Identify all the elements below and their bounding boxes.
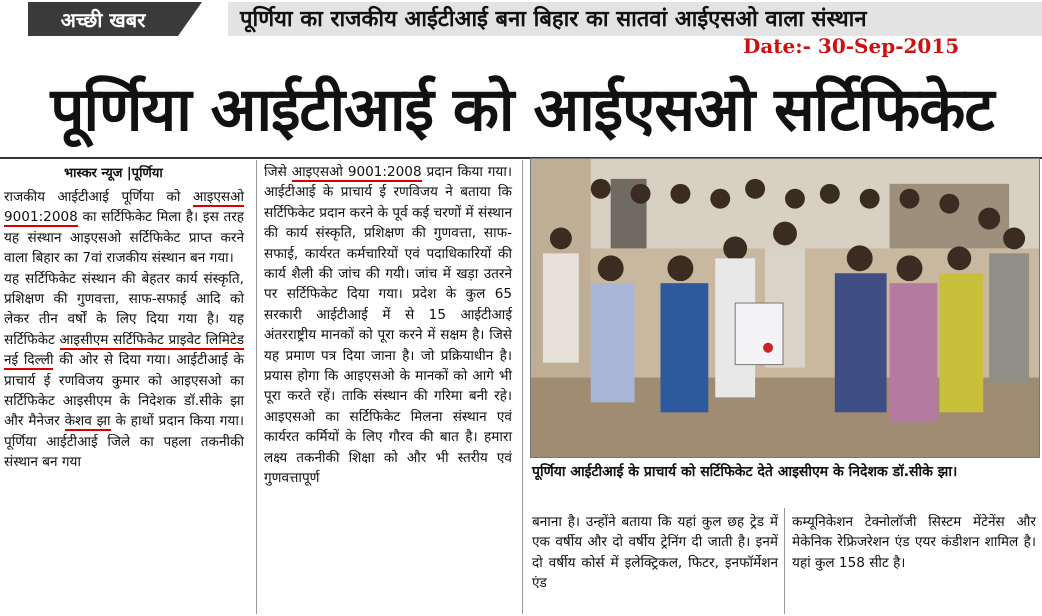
text-run: की ओर से दिया गया। आईटीआई के प्राचार्य ई रणविजय कुमार को आइएसओ का सर्टिफिकेट आइसीएम के निदेशक डॉ.सीके झा और मैनेजर (4, 352, 244, 430)
column-divider (784, 508, 785, 614)
article-column-3 (532, 512, 778, 594)
text-run: राजकीय आईटीआई पूर्णिया को (4, 189, 181, 205)
section-tag (28, 2, 178, 36)
paragraph: कम्यूनिकेशन टेक्नोलॉजी सिस्टम मेंटेनेंस और मेकेनिक रेफ्रिजरेशन एंड एयर कंडीशन शामिल है। यहां कुल 158 सीट है। (792, 514, 1036, 571)
paragraph (4, 187, 244, 269)
headline: पूर्णिया आईटीआई को आईएसओ सर्टिफिकेट (50, 75, 994, 145)
section-tag-tail (178, 2, 202, 36)
paragraph (264, 162, 512, 489)
text-run: यह सर्टिफिकेट संस्थान की बेहतर कार्य संस्कृति, प्रशिक्षण की गुणवत्ता, साफ-सफाई आदि को लेकर तीन वर्षों के लिए दिया गया है। यह सर्टिफिकेट (4, 270, 244, 348)
byline: भास्कर न्यूज |पूर्णिया (64, 166, 163, 181)
article-column-2 (264, 162, 512, 489)
text-run: प्रदान किया गया। आईटीआई के प्राचार्य ई रणविजय ने बताया कि सर्टिफिकेट प्रदान करने के पूर्व कई चरणों में संस्थान की कार्य संस्कृति, प्रशिक्षण की गुणवत्ता, साफ-सफाई, कार्यरत कर्मचारियों एवं पदाधिकारियों की कार्य शैली की जांच की गयी। जांच में खड़ा उतरने पर सर्टिफिकेट दिया गया। प्रदेश के कुल 65 सरकारी आईटीआई में से 15 आईटीआई अंतरराष्ट्रीय मानकों को पूरा करने में सक्षम है। जिसे यह प्रमाण पत्र दिया जाना है। जो प्रक्रियाधीन है। प्रयास होगा कि आइएसओ के मानकों को आगे भी पूरा करते रहें। ताकि संस्थान की गरिमा बनी रहे। आइएसओ का सर्टिफिकेट मिलना संस्थान एवं कार्यरत कर्मियों के लिए गौरव की बात है। हमारा लक्ष्य तकनीकी शिक्षा को और भी स्तरीय एवं गुणवत्तापूर्ण (264, 164, 512, 487)
section-tag-label: अच्छी खबर (60, 7, 146, 32)
strapline: पूर्णिया का राजकीय आईटीआई बना बिहार का सातवां आईएसओ वाला संस्थान (240, 7, 867, 32)
column-divider (256, 160, 257, 614)
column-divider (522, 160, 523, 614)
paragraph: बनाना है। उन्होंने बताया कि यहां कुल छह ट्रेड में एक वर्षीय और दो वर्षीय ट्रेनिंग दी जाती है। इनमें दो वर्षीय कोर्स में इलेक्ट्रिकल, फिटर, इनफॉर्मेशन एंड (532, 514, 778, 592)
underlined-phrase: आइसीएम सर्टिफिकेट प्राइवेट लिमिटेड नई दिल्ली (4, 331, 245, 369)
underlined-phrase: आइएसओ 9001:2008 (291, 164, 422, 180)
date-stamp: Date:- 30-Sep-2015 (743, 34, 960, 58)
photo-caption: पूर्णिया आईटीआई के प्राचार्य को सर्टिफिकेट देते आइसीएम के निदेशक डॉ.सीके झा। (532, 464, 958, 480)
text-run: जिसे (264, 164, 287, 180)
underlined-phrase: आइएसओ 9001:2008 (4, 189, 244, 226)
article-column-1 (4, 187, 244, 473)
paragraph (4, 269, 244, 473)
text-run: का सर्टिफिकेट मिला है। इस तरह यह संस्थान आइएसओ सर्टिफिकेट प्राप्त करने वाला बिहार का 7वां राजकीय संस्थान बन गया। (4, 209, 244, 267)
underlined-phrase: केशव झा (64, 413, 111, 430)
text-run: के हाथों प्रदान किया गया। पूर्णिया आईटीआई जिले का पहला तकनीकी संस्थान बन गया (4, 413, 244, 471)
news-photo (530, 158, 1040, 458)
article-column-4 (792, 512, 1036, 573)
